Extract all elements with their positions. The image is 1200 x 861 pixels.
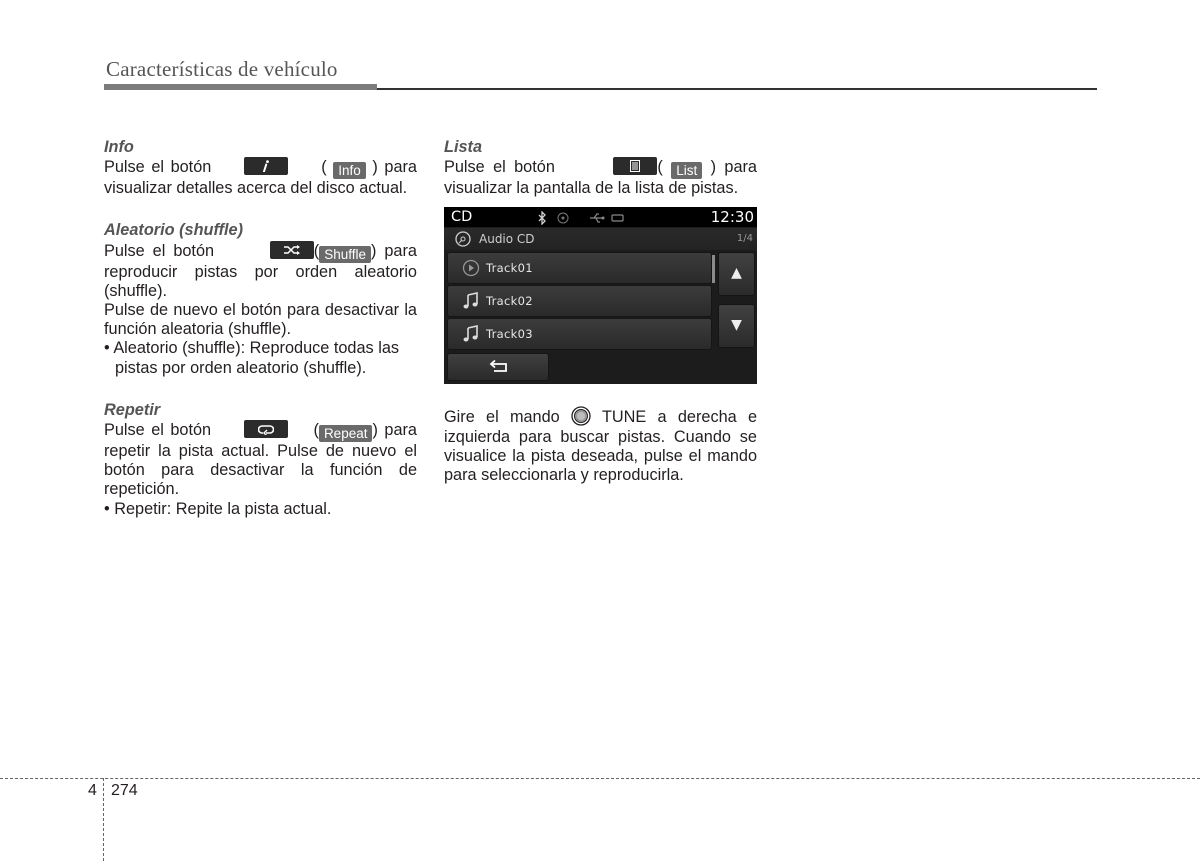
info-paragraph (104, 157, 417, 198)
repeat-text-2: repetir la pista actual. Pulse de nuevo el botón para desactivar la función de repetición. (104, 442, 417, 499)
track-item-2[interactable] (447, 285, 712, 317)
shuffle-title: Aleatorio (shuffle) (104, 221, 244, 240)
shuffle-text-3: Pulse de nuevo el botón para desactivar la función aleatoria (shuffle). (104, 301, 417, 339)
list-title: Lista (444, 138, 483, 156)
list-paragraph (444, 157, 757, 198)
shuffle-paren-open: ( (313, 241, 320, 260)
repeat-bullet: • Repetir: Repite la pista actual. (104, 499, 332, 518)
tune-knob-icon (571, 406, 591, 426)
header-rule-thick (104, 84, 377, 90)
repeat-text-1: Pulse el botón (104, 421, 212, 440)
list-icon (630, 160, 640, 172)
tune-text-1: Gire el mando (444, 408, 560, 427)
status-icons (537, 210, 625, 229)
list-tag[interactable]: List (671, 162, 702, 179)
screen-clock: 12:30 (710, 208, 754, 227)
repeat-button[interactable] (244, 420, 288, 438)
disc-status-icon (556, 211, 570, 225)
info-text-1: Pulse el botón (104, 158, 212, 177)
shuffle-button[interactable] (270, 241, 314, 259)
repeat-title: Repetir (104, 400, 161, 419)
source-name: Audio CD (479, 232, 535, 247)
shuffle-tag[interactable]: Shuffle (319, 246, 371, 263)
back-button[interactable] (447, 353, 549, 381)
page-header-title: Características de vehículo (106, 57, 338, 81)
list-button[interactable] (613, 157, 657, 175)
shuffle-icon (283, 245, 301, 255)
list-text-2: visualizar la pantalla de la lista de pistas. (444, 179, 739, 198)
info-icon (262, 160, 270, 172)
track-item-3[interactable] (447, 318, 712, 350)
back-arrow-icon (488, 360, 510, 374)
repeat-section (104, 401, 417, 519)
shuffle-bullet: • Aleatorio (shuffle): Reproduce todas las pistas por orden aleatorio (shuffle). (104, 339, 400, 377)
tune-section (444, 406, 757, 485)
info-tag[interactable]: Info (333, 162, 366, 179)
cd-track-list-screen (444, 207, 757, 384)
info-paren-open: ( (321, 158, 327, 177)
list-paren-open: ( (657, 158, 663, 177)
track-label-1: Track01 (486, 261, 533, 276)
shuffle-section (104, 221, 417, 377)
repeat-tag[interactable]: Repeat (319, 425, 373, 442)
info-text-2: visualizar detalles acerca del disco actual. (104, 179, 408, 198)
list-text-1: Pulse el botón (444, 158, 555, 177)
right-column (444, 138, 757, 485)
music-note-icon (462, 325, 480, 343)
header-rule-thin (377, 88, 1097, 90)
screen-status-bar (444, 207, 757, 227)
screen-mode: CD (451, 209, 473, 226)
list-paren-close: ) para (710, 158, 757, 177)
repeat-paragraph (104, 420, 417, 500)
tune-text-2: TUNE a derecha e izquierda para buscar pistas. Cuando se visualice la pista deseada, pulse el mando para seleccionarla y reproducirla. (444, 408, 758, 485)
footer-vertical-divider (103, 778, 104, 861)
page-indicator: 1/4 (736, 233, 753, 245)
repeat-paren-open: ( (313, 421, 319, 440)
ipod-icon (611, 211, 625, 225)
shuffle-paren-close: ) para (371, 241, 417, 260)
bluetooth-icon (537, 211, 547, 225)
info-section (104, 138, 417, 198)
triangle-down-icon: ▼ (731, 317, 742, 334)
music-note-icon (462, 292, 480, 310)
scroll-indicator (712, 255, 715, 283)
info-title: Info (104, 138, 134, 156)
chapter-number: 4 (88, 782, 97, 799)
play-icon (462, 259, 480, 277)
triangle-up-icon: ▲ (731, 265, 742, 282)
info-button[interactable] (244, 157, 288, 175)
track-label-2: Track02 (486, 294, 533, 309)
tune-paragraph (444, 406, 757, 485)
shuffle-paragraph (104, 241, 417, 301)
audio-cd-icon (455, 231, 471, 247)
list-section (444, 138, 757, 198)
left-column (104, 138, 417, 519)
repeat-paren-close: ) para (372, 421, 417, 440)
footer-divider (0, 778, 1200, 779)
usb-icon (589, 211, 605, 225)
track-label-3: Track03 (486, 327, 533, 342)
track-item-1[interactable] (447, 252, 712, 284)
scroll-down-button[interactable] (718, 304, 755, 348)
source-header (444, 228, 757, 250)
page-number: 274 (111, 782, 138, 799)
info-paren-close: ) para (372, 158, 417, 177)
repeat-icon (258, 423, 274, 435)
shuffle-text-1: Pulse el botón (104, 241, 215, 260)
shuffle-text-2: reproducir pistas por orden aleatorio (shuffle). (104, 262, 417, 300)
scroll-up-button[interactable] (718, 252, 755, 296)
